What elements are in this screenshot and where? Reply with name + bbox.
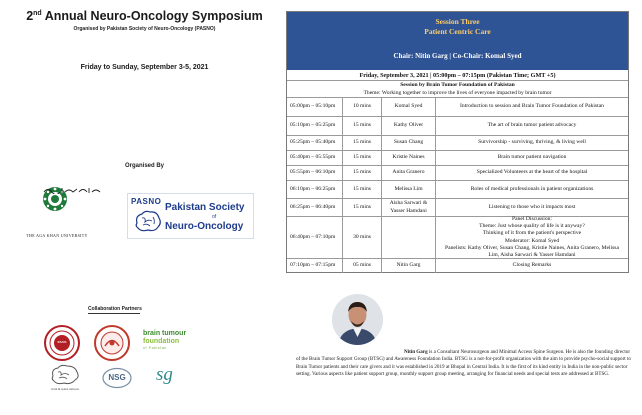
row-time: 06:25pm – 06:40pm <box>287 199 343 216</box>
speaker-photo <box>332 294 383 345</box>
row-speaker: Komal Syed <box>382 98 436 116</box>
table-row <box>287 217 628 259</box>
pasno-acronym: PASNO <box>131 197 162 206</box>
row-time: 05:00pm – 05:10pm <box>287 98 343 116</box>
row-speaker: Melissa Lim <box>382 181 436 198</box>
speaker-portrait-icon <box>332 294 383 345</box>
panel-discussion <box>436 217 628 258</box>
heading-underline <box>88 313 140 314</box>
sg-logo <box>154 364 182 392</box>
pasno-name-line3: Neuro-Oncology <box>165 221 244 232</box>
aku-name: THE AGA KHAN UNIVERSITY <box>26 233 88 238</box>
row-speaker: Kathy Oliver <box>382 117 436 135</box>
row-duration: 15 mins <box>343 151 382 165</box>
nsg-label: NSG <box>108 373 126 382</box>
aga-khan-university-logo <box>14 186 100 242</box>
row-speaker: Susan Chang <box>382 136 436 150</box>
row-duration: 30 mins <box>343 217 382 258</box>
row-topic: Specialized Volunteers at the heart of the hospital <box>476 169 588 176</box>
panel-panelists: Panelists: Kathy Oliver, Susan Chang, Kristie Naines, Anita Granero, Melissa Lim, Aisha Sarwari & Yasser Hamdani <box>445 244 619 259</box>
table-row <box>287 151 628 166</box>
pasno-logo <box>127 193 254 239</box>
row-time: 05:55pm – 06:10pm <box>287 166 343 180</box>
row-speaker: Nitin Garg <box>382 259 436 273</box>
row-duration: 15 mins <box>343 117 382 135</box>
collaboration-partners-heading: Collaboration Partners <box>88 306 142 312</box>
row-duration: 15 mins <box>343 166 382 180</box>
bio-name: Nitin Garg <box>404 349 428 355</box>
row-time: 07:10pm – 07:15pm <box>287 259 343 273</box>
row-duration: 15 mins <box>343 199 382 216</box>
panel-perspective: Thinking of it from the patient's perspective <box>482 230 582 237</box>
session-chairs: Chair: Nitin Garg | Co-Chair: Komal Syed <box>393 52 522 60</box>
row-topic: Survivorship - surviving, thriving, & living well <box>478 139 586 146</box>
row-topic: Closing Remarks <box>512 262 552 269</box>
brain-spinal-tumours-logo <box>47 364 83 394</box>
panel-heading: Panel Discussion: <box>512 215 552 222</box>
society-seal-icon <box>94 325 130 361</box>
table-row <box>287 259 628 273</box>
pans-logo <box>44 325 80 361</box>
pasno-name-line2: of <box>212 214 217 220</box>
row-speaker: Aisha Sarwari & Yasser Hamdani <box>382 199 436 216</box>
row-speaker: Anita Granero <box>382 166 436 180</box>
table-row <box>287 117 628 136</box>
sg-mark: sg <box>156 364 173 385</box>
symposium-subtitle: Organised by Pakistan Society of Neuro-Oncology (PASNO) <box>73 26 216 32</box>
row-topic: Listening to those who it impacts most <box>488 203 576 210</box>
row-topic: Brain tumor patient navigation <box>497 154 567 161</box>
aku-urdu-script-icon <box>42 186 102 194</box>
table-row <box>287 166 628 181</box>
row-time: 05:10pm – 05:25pm <box>287 117 343 135</box>
pans-label: PANS <box>57 340 67 344</box>
row-speaker: Kristie Naines <box>382 151 436 165</box>
row-topic: Roles of medical professionals in patient organizations <box>470 185 594 192</box>
row-duration: 15 mins <box>343 181 382 198</box>
intro-title: Session by Brain Tumor Foundation of Pakistan <box>400 82 515 88</box>
foundation-word: foundation <box>143 338 180 345</box>
symposium-dates: Friday to Sunday, September 3-5, 2021 <box>80 64 209 71</box>
session-schedule-table <box>286 11 629 273</box>
session-number: Session Three <box>435 17 480 26</box>
row-topic: The art of brain tumor patient advocacy <box>487 122 577 129</box>
table-row <box>287 199 628 217</box>
nsg-logo <box>101 367 133 389</box>
society-seal-logo <box>94 325 130 361</box>
table-row <box>287 98 628 117</box>
row-duration: 10 mins <box>343 98 382 116</box>
table-row <box>287 136 628 151</box>
pasno-name-line1: Pakistan Society <box>165 202 245 213</box>
of-pakistan-label: of Pakistan <box>143 346 167 350</box>
organised-by-heading: Organised By <box>124 163 164 169</box>
row-duration: 05 mins <box>343 259 382 273</box>
brain-tumour-word: brain tumour <box>143 330 187 337</box>
symposium-title: 2nd Annual Neuro-Oncology Symposium <box>26 9 263 23</box>
table-row <box>287 181 628 199</box>
row-time: 05:25pm – 05:40pm <box>287 136 343 150</box>
intro-theme: Theme: Working together to improve the lives of everyone impacted by brain tumor <box>363 90 552 96</box>
row-time: 06:40pm – 07:10pm <box>287 217 343 258</box>
row-speaker <box>382 217 436 258</box>
row-topic: Introduction to session and Brain Tumor Foundation of Pakistan <box>460 103 604 110</box>
brain-spinal-caption: brain & spinal tumours <box>51 387 79 391</box>
speaker-bio <box>296 349 632 378</box>
session-intro <box>287 81 628 98</box>
panel-moderator: Moderator: Komal Syed <box>504 237 560 244</box>
row-time: 06:10pm – 06:25pm <box>287 181 343 198</box>
brain-icon <box>133 209 163 235</box>
row-duration: 15 mins <box>343 136 382 150</box>
session-theme: Patient Centric Care <box>424 27 491 36</box>
row-time: 05:40pm – 05:55pm <box>287 151 343 165</box>
panel-theme: Theme: Just whose quality of life is it anyway? <box>479 222 585 229</box>
bio-text: is a Consultant Neurosurgeon and Minimal Access Spine Surgeon. He is also the founding director of the Brain Tumor Support Group (BTSG) and Awareness Foundation India. BTSG is a not-for-profit organization with the aim to provide psycho-social support to Brain Tumor patients and their care givers and it was established in 2019 at Bhopal in Central India. It is the first of its kind entity in India in the non-public sector setting. Various aspects like patient support group, monthly support group meeting, arranging for financial needs and special tests are addressed at BTSG. <box>296 349 631 377</box>
schedule-header <box>287 12 628 70</box>
session-date: Friday, September 3, 2021 | 05:00pm – 07:15pm (Pakistan Time; GMT +5) <box>287 70 628 81</box>
brain-outline-icon <box>47 364 83 386</box>
brain-tumour-foundation-logo <box>143 330 211 356</box>
